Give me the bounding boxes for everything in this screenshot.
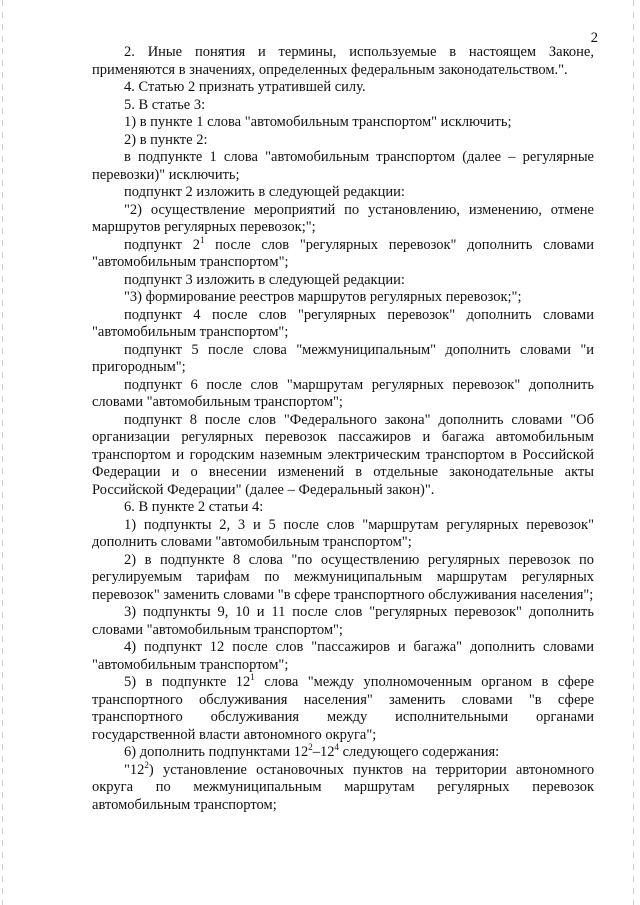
paragraph: 6) дополнить подпунктами $12^2-12^4$ следующего содержания: — [124, 742, 500, 760]
paragraph: 5) в подпункте $12^1$ слова "между уполномоченным органом в сфере транспортного обслуживания населения" заменить словами "в сфере транспортного обслуживания между исполнительными органами государственной власти автономного округа"; — [92, 672, 595, 743]
paragraph: подпункт 2 изложить в следующей редакции: — [124, 184, 405, 200]
paragraph: 2. Иные понятия и термины, используемые в настоящем Законе, применяются в значениях, определенных федеральным законодательством.". — [92, 44, 594, 78]
scan-edge-left — [2, 0, 3, 905]
paragraph: 1) подпункты 2, 3 и 5 после слов "маршрутам регулярных перевозок" дополнить словами "автомобильным транспортом"; — [92, 516, 594, 550]
paragraph: 1) в пункте 1 слова "автомобильным транспортом" исключить; — [124, 114, 512, 130]
scan-edge-right — [633, 0, 634, 905]
paragraph: подпункт 6 после слов "маршрутам регулярных перевозок" дополнить словами "автомобильным транспортом"; — [92, 376, 594, 410]
paragraph: 4) подпункт 12 после слов "пассажиров и багажа" дополнить словами "автомобильным транспортом"; — [92, 639, 594, 673]
paragraph: подпункт 4 после слов "регулярных перевозок" дополнить словами "автомобильным транспортом"; — [92, 306, 594, 340]
paragraph: 6. В пункте 2 статьи 4: — [124, 499, 264, 515]
paragraph: 5. В статье 3: — [124, 96, 206, 113]
paragraph: 2) в подпункте 8 слова "по осуществлению регулярных перевозок по регулируемым тарифам по межмуниципальным маршрутам регулярных перевозок" заменить словами "в сфере транспортного обслуживания населения"; — [92, 551, 594, 603]
paragraph: "3) формирование реестров маршрутов регулярных перевозок;"; — [124, 289, 522, 305]
paragraph: подпункт 3 изложить в следующей редакции: — [124, 271, 405, 288]
paragraph: "2) осуществление мероприятий по установлению, изменению, отмене маршрутов регулярных перевозок;"; — [92, 201, 594, 235]
paragraph: 4. Статью 2 признать утратившей силу. — [124, 79, 366, 95]
paragraph: "$12^2$) установление остановочных пунктов на территории автономного округа по межмуниципальным маршрутам регулярных перевозок автомобильным транспортом; — [92, 759, 595, 813]
paragraph: 3) подпункты 9, 10 и 11 после слов "регулярных перевозок" дополнить словами "автомобильным транспортом"; — [92, 604, 594, 638]
paragraph: в подпункте 1 слова "автомобильным транспортом (далее – регулярные перевозки)" исключить; — [92, 149, 594, 183]
document-body — [92, 44, 594, 814]
paragraph: подпункт $2^1$ после слов "регулярных перевозок" дополнить словами "автомобильным транспортом"; — [92, 234, 595, 270]
paragraph: подпункт 5 после слова "межмуниципальным" дополнить словами "и пригородным"; — [92, 341, 594, 375]
paragraph: 2) в пункте 2: — [124, 131, 208, 148]
page-number: 2 — [590, 30, 598, 46]
paragraph: подпункт 8 после слов "Федерального закона" дополнить словами "Об организации регулярных перевозок пассажиров и багажа автомобильным транспортом и городским наземным электрическим транспортом в Российской Федерации и о внесении изменений в отдельные законодательные акты Российской Федерации" (далее – Федеральный закон)". — [92, 411, 594, 498]
